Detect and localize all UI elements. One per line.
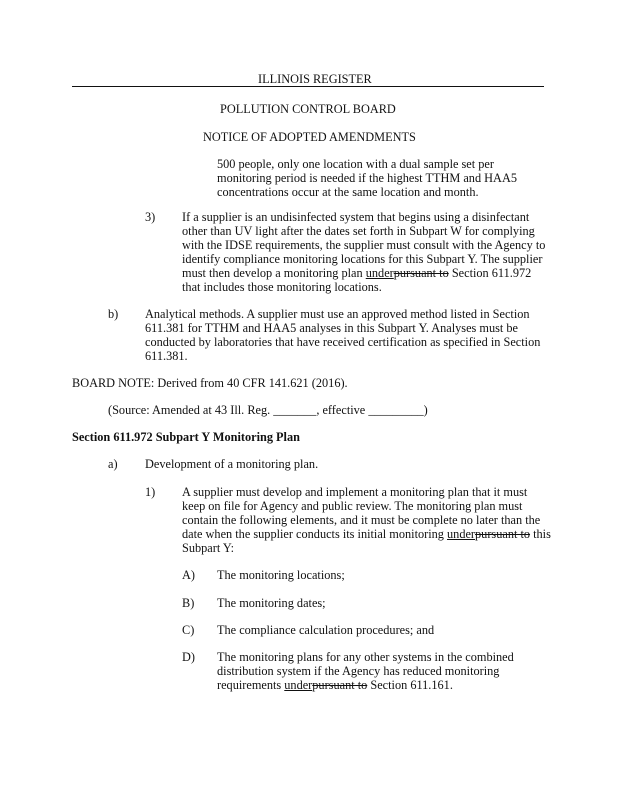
item-3-line-5-text-a: must then develop a monitoring plan (182, 266, 366, 280)
inserted-text: under (447, 527, 476, 541)
item-3-line-5 (182, 266, 531, 280)
source-note: (Source: Amended at 43 Ill. Reg. _______, effective _________) (108, 403, 428, 417)
sub-D-line-3-text-b: Section 611.161. (367, 678, 453, 692)
sub-D-line-3 (217, 678, 453, 692)
sub-D-line-2: distribution system if the Agency has reduced monitoring (217, 664, 500, 678)
item-3-line-4: identify compliance monitoring locations for this Subpart Y. The supplier (182, 252, 543, 266)
sub-A-number: A) (182, 568, 195, 582)
item-1-line-4 (182, 527, 551, 541)
item-3-number: 3) (145, 210, 156, 224)
cont-line-2: monitoring period is needed if the highest TTHM and HAA5 (217, 171, 517, 185)
sub-D-number: D) (182, 650, 195, 664)
item-b-line-1: Analytical methods. A supplier must use an approved method listed in Section (145, 307, 530, 321)
item-b-line-3: conducted by laboratories that have received certification as specified in Section (145, 335, 541, 349)
item-3-line-1: If a supplier is an undisinfected system that begins using a disinfectant (182, 210, 530, 224)
item-b-line-2: 611.381 for TTHM and HAA5 analyses in this Subpart Y. Analyses must be (145, 321, 518, 335)
sub-B-number: B) (182, 596, 195, 610)
section-heading: Section 611.972 Subpart Y Monitoring Plan (72, 430, 300, 444)
inserted-text: under (365, 266, 394, 280)
item-1-line-4-text-a: date when the supplier conducts its initial monitoring (182, 527, 448, 541)
sub-A-text: The monitoring locations; (217, 568, 345, 582)
inserted-text: under (284, 678, 313, 692)
deleted-text: pursuant to (393, 266, 449, 280)
item-1-number: 1) (145, 485, 156, 499)
item-3-line-6: that includes those monitoring locations. (182, 280, 382, 294)
cont-line-1: 500 people, only one location with a dual sample set per (217, 157, 494, 171)
sub-B-text: The monitoring dates; (217, 596, 326, 610)
item-1-line-5: Subpart Y: (182, 541, 235, 555)
item-b-line-4: 611.381. (145, 349, 188, 363)
board-title: POLLUTION CONTROL BOARD (220, 102, 396, 116)
item-3-line-2: other than UV light after the dates set forth in Subpart W for complying (182, 224, 535, 238)
item-1-line-2: keep on file for Agency and public review. The monitoring plan must (182, 499, 523, 513)
item-a-number: a) (108, 457, 118, 471)
item-3-line-3: with the IDSE requirements, the supplier must consult with the Agency to (182, 238, 546, 252)
notice-title: NOTICE OF ADOPTED AMENDMENTS (203, 130, 416, 144)
deleted-text: pursuant to (312, 678, 368, 692)
header-rule (72, 86, 544, 87)
board-note: BOARD NOTE: Derived from 40 CFR 141.621 (2016). (72, 376, 348, 390)
item-b-number: b) (108, 307, 119, 321)
sub-D-line-3-text-a: requirements (217, 678, 285, 692)
item-a-text: Development of a monitoring plan. (145, 457, 319, 471)
cont-line-3: concentrations occur at the same location and month. (217, 185, 479, 199)
item-1-line-1: A supplier must develop and implement a monitoring plan that it must (182, 485, 528, 499)
sub-C-text: The compliance calculation procedures; and (217, 623, 435, 637)
item-3-line-5-text-b: Section 611.972 (448, 266, 532, 280)
sub-D-line-1: The monitoring plans for any other systems in the combined (217, 650, 514, 664)
item-1-line-3: contain the following elements, and it must be complete no later than the (182, 513, 541, 527)
item-1-line-4-text-b: this (530, 527, 551, 541)
register-title: ILLINOIS REGISTER (258, 72, 372, 86)
deleted-text: pursuant to (475, 527, 531, 541)
sub-C-number: C) (182, 623, 195, 637)
